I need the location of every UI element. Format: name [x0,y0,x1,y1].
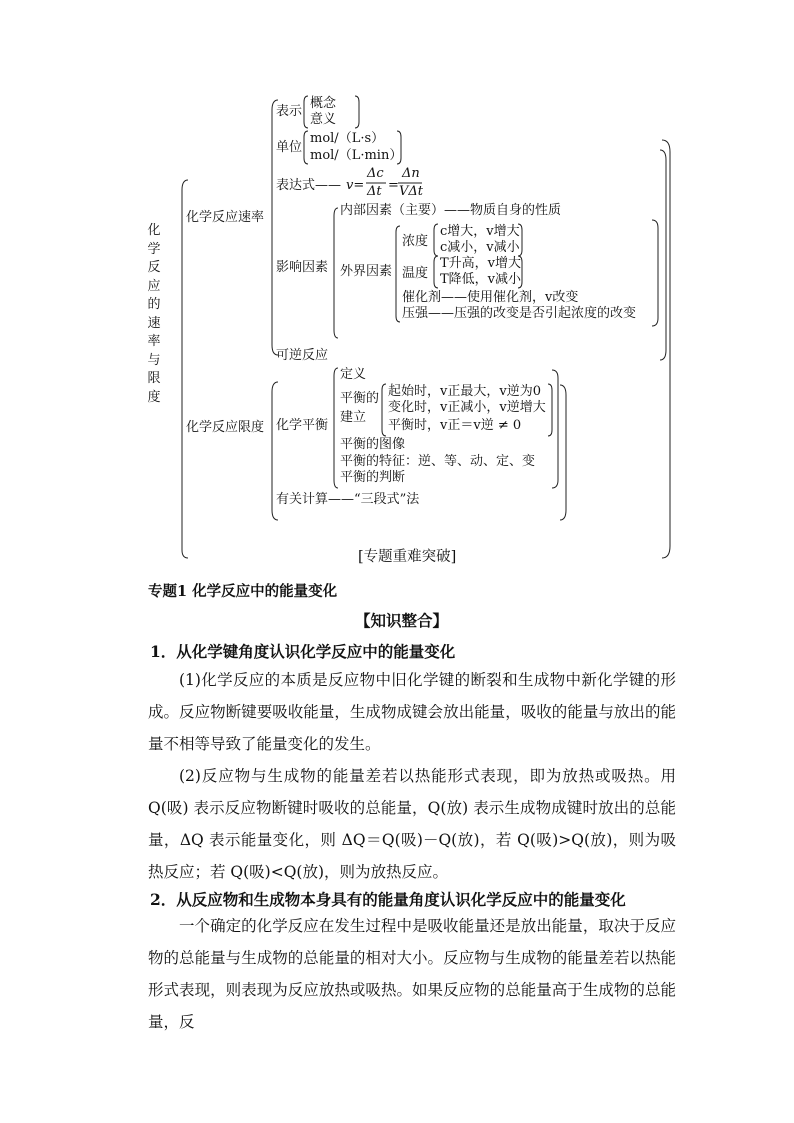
node-biaoshi: 表示 [276,104,303,119]
heading-1: 1．从化学键角度认识化学反应中的能量变化 [150,642,456,661]
node-unit2: mol/（L·min） [310,148,403,163]
outline-root: 化学反应的速率与限度 [147,223,161,405]
paragraph-3: 一个确定的化学反应在发生过程中是吸收能量还是放出能量，取决于反应物的总能量与生成物的总能量的相对大小。反应物与生成物的能量差若以热能形式表现，则表现为反应放热或吸热。如果反应物的总能量高于生成物的总能量，反 [148,917,676,1031]
node-danwei: 单位 [276,140,303,155]
node-pinghengshi: 平衡时，v正＝v逆 ≠ 0 [388,418,522,433]
node-pingheng-jianli: 平衡的建立 [340,391,380,425]
node-cuihua: 催化剂——使用催化剂，v改变 [402,290,579,305]
node-qishi: 起始时，v正最大，v逆为0 [388,384,541,399]
knowledge-heading: 【知识整合】 [355,611,449,630]
node-c-up: c增大，v增大 [440,224,520,239]
node-dingyi: 定义 [340,367,367,382]
node-unit1: mol/（L·s） [310,131,385,146]
formula-vdt: VΔt [399,184,424,199]
node-yaqiang: 压强——压强的改变是否引起浓度的改变 [402,306,637,321]
node-yiyi: 意义 [310,112,337,127]
topic-heading: 专题1 化学反应中的能量变化 [148,583,338,600]
node-bianhua: 变化时，v正减小，v逆增大 [388,400,546,415]
node-rate: 化学反应速率 [186,210,265,225]
formula-dc: Δc [367,166,384,181]
formula-dn: Δn [402,166,420,181]
node-t-down: T降低，v减小 [440,272,522,287]
heading-2: 2．从反应物和生成物本身具有的能量角度认识化学反应中的能量变化 [150,890,626,909]
paragraph-2: (2)反应物与生成物的能量差若以热能形式表现，即为放热或吸热。用 Q(吸) 表示反应物断键时吸收的总能量，Q(放) 表示生成物成键时放出的总能量，ΔQ 表示能量变化，则 ΔQ＝Q(吸)－Q(放)，若 Q(吸)>Q(放)，则为吸热反应；若 Q(吸)<Q(放)，则为放热反应。 [148,767,676,881]
node-jisuan: 有关计算——“三段式”法 [276,492,420,507]
node-gainian: 概念 [310,96,337,111]
node-panduan: 平衡的判断 [340,470,406,485]
node-huaxuepingheng: 化学平衡 [276,418,329,433]
formula-v: v= [346,178,365,193]
paragraph-1: (1)化学反应的本质是反应物中旧化学键的断裂和生成物中新化学键的形成。反应物断键要吸收能量，生成物成键会放出能量，吸收的能量与放出的能量不相等导致了能量变化的发生。 [148,671,676,753]
formula-dt: Δt [367,184,382,199]
node-tezheng: 平衡的特征：逆、等、动、定、变 [340,454,536,469]
node-c-down: c减小，v减小 [440,240,520,255]
node-nongdu: 浓度 [402,234,429,249]
node-yingxiang: 影响因素 [276,260,329,275]
node-kenifan: 可逆反应 [276,348,329,363]
node-biaodashi: 表达式—— [276,178,342,193]
node-t-up: T升高，v增大 [440,256,522,271]
node-limit: 化学反应限度 [186,420,265,435]
node-neibu: 内部因素（主要）——物质自身的性质 [340,203,562,218]
node-wendu: 温度 [402,266,429,281]
node-waijie: 外界因素 [340,264,393,279]
formula-eq: = [388,178,399,193]
node-tuxiang: 平衡的图像 [340,437,406,452]
section-title: [专题重难突破] [358,549,457,565]
